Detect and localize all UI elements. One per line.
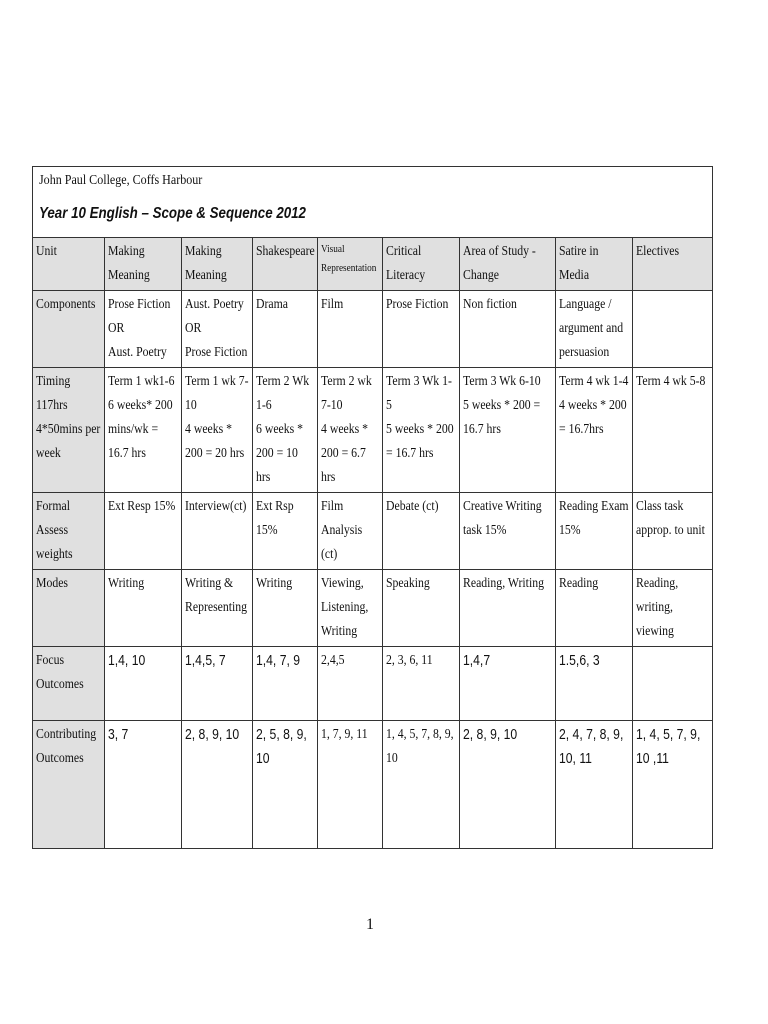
table-cell: Drama (252, 291, 317, 368)
table-cell: Reading (555, 570, 632, 647)
row-label: Focus Outcomes (33, 647, 104, 721)
table-cell: 2,4,5 (317, 647, 382, 721)
table-row (33, 570, 712, 647)
table-cell: Viewing, Listening, Writing (317, 570, 382, 647)
table-cell: 1, 7, 9, 11 (317, 721, 382, 848)
table-cell: Ext Resp 15% (104, 493, 181, 570)
table-cell: Reading Exam 15% (555, 493, 632, 570)
table-cell: Writing (252, 570, 317, 647)
table-cell: Non fiction (459, 291, 555, 368)
table-cell: Prose Fiction (382, 291, 459, 368)
table-cell: Creative Writing task 15% (459, 493, 555, 570)
table-cell: Term 1 wk1-6 6 weeks* 200 mins/wk = 16.7 hrs (104, 368, 181, 493)
table-header-row (33, 238, 712, 291)
table-cell: Term 1 wk 7- 10 4 weeks * 200 = 20 hrs (181, 368, 252, 493)
header-cell: Critical Literacy (382, 238, 459, 291)
table-row (33, 647, 712, 721)
table-cell: 3, 7 (104, 721, 181, 848)
table-cell: 1, 4, 5, 7, 8, 9, 10 (382, 721, 459, 848)
table-row (33, 493, 712, 570)
header-cell: Making Meaning (181, 238, 252, 291)
page-number: 1 (366, 916, 374, 933)
table-cell: Prose Fiction OR Aust. Poetry (104, 291, 181, 368)
table-cell: Ext Rsp 15% (252, 493, 317, 570)
table-cell: 2, 3, 6, 11 (382, 647, 459, 721)
table-cell: Class task approp. to unit (632, 493, 712, 570)
header-cell: Satire in Media (555, 238, 632, 291)
row-label: Formal Assess weights (33, 493, 104, 570)
header-cell: Electives (632, 238, 712, 291)
header-cell: Making Meaning (104, 238, 181, 291)
row-label: Modes (33, 570, 104, 647)
row-label: Contributing Outcomes (33, 721, 104, 848)
college-name: John Paul College, Coffs Harbour (39, 173, 203, 188)
table-row (33, 291, 712, 368)
table-cell: Reading, Writing (459, 570, 555, 647)
table-row (33, 721, 712, 848)
table-cell: Term 3 Wk 6-10 5 weeks * 200 = 16.7 hrs (459, 368, 555, 493)
table-cell: 2, 8, 9, 10 (181, 721, 252, 848)
table-cell: Aust. Poetry OR Prose Fiction (181, 291, 252, 368)
table-cell: Film (317, 291, 382, 368)
table-cell: 1,4,7 (459, 647, 555, 721)
document-header (33, 167, 712, 238)
row-label: Components (33, 291, 104, 368)
table-cell: Term 2 Wk 1-6 6 weeks * 200 = 10 hrs (252, 368, 317, 493)
table-cell: Writing & Representing (181, 570, 252, 647)
table-row (33, 368, 712, 493)
header-cell: Visual Representation (317, 238, 382, 291)
table-cell: Reading, writing, viewing (632, 570, 712, 647)
table-cell: Debate (ct) (382, 493, 459, 570)
table-cell: 1, 4, 5, 7, 9, 10 ,11 (632, 721, 712, 848)
document-title: Year 10 English – Scope & Sequence 2012 (39, 205, 306, 222)
table-cell: 2, 4, 7, 8, 9, 10, 11 (555, 721, 632, 848)
table-cell: 2, 8, 9, 10 (459, 721, 555, 848)
table-cell: Interview(ct) (181, 493, 252, 570)
table-cell: 1,4, 10 (104, 647, 181, 721)
row-label: Timing 117hrs 4*50mins per week (33, 368, 104, 493)
table-cell: Language / argument and persuasion (555, 291, 632, 368)
table-cell: Term 4 wk 5-8 (632, 368, 712, 493)
table-cell: Term 4 wk 1-4 4 weeks * 200 = 16.7hrs (555, 368, 632, 493)
table-cell: Term 2 wk 7-10 4 weeks * 200 = 6.7 hrs (317, 368, 382, 493)
table-cell: Film Analysis (ct) (317, 493, 382, 570)
table-cell: 2, 5, 8, 9, 10 (252, 721, 317, 848)
table-cell: Term 3 Wk 1- 5 5 weeks * 200 = 16.7 hrs (382, 368, 459, 493)
table-cell: Speaking (382, 570, 459, 647)
header-cell: Shakespeare (252, 238, 317, 291)
scope-sequence-document (32, 166, 713, 849)
table-cell: 1,4, 7, 9 (252, 647, 317, 721)
table-cell: Writing (104, 570, 181, 647)
table-cell (632, 647, 712, 721)
table-cell: 1,4,5, 7 (181, 647, 252, 721)
table-cell (632, 291, 712, 368)
scope-sequence-table (33, 238, 712, 848)
table-cell: 1.5,6, 3 (555, 647, 632, 721)
header-cell: Unit (33, 238, 104, 291)
header-cell: Area of Study - Change (459, 238, 555, 291)
